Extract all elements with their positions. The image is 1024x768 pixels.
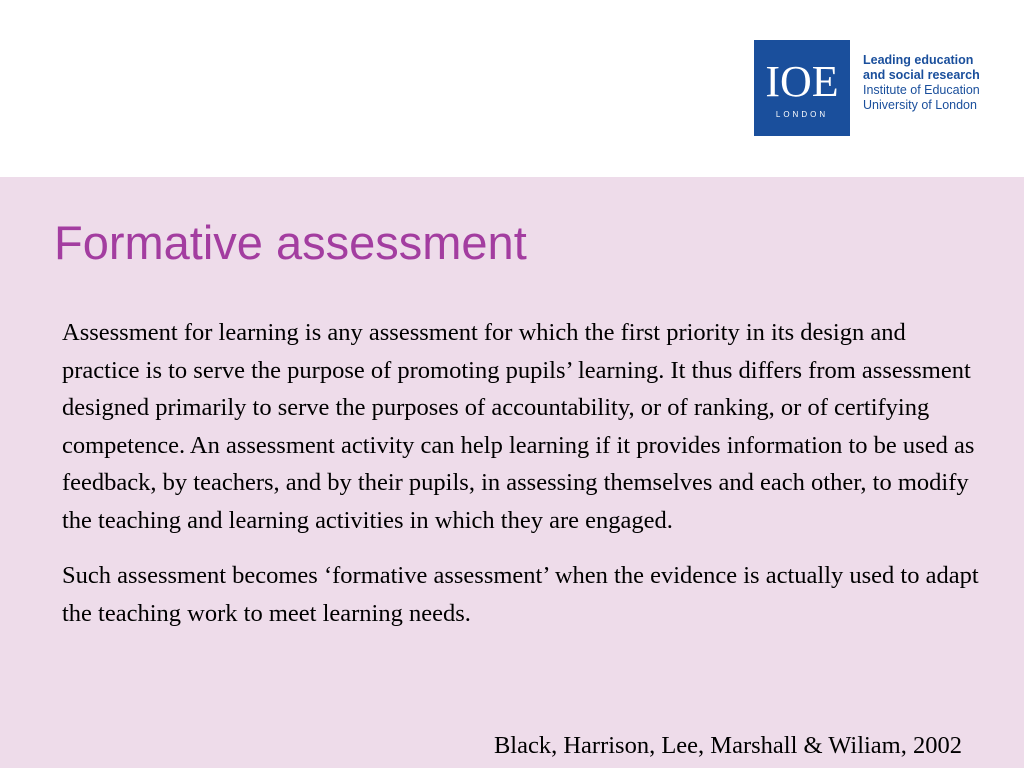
ioe-logo-mark — [754, 40, 850, 136]
logo-institution-line2: University of London — [863, 98, 977, 112]
slide-header — [0, 0, 1024, 177]
logo-tagline-line2: and social research — [863, 68, 980, 82]
logo-mark-text: IOE — [765, 57, 839, 106]
slide-title: Formative assessment — [54, 216, 527, 269]
logo-wordmark — [863, 53, 980, 113]
logo-tagline-line1: Leading education — [863, 53, 974, 67]
logo-mark-subtext: LONDON — [775, 110, 829, 119]
body-paragraph: Such assessment becomes ‘formative assessment’ when the evidence is actually used to adapt the teaching work to meet learning needs. — [62, 562, 979, 627]
logo-institution-line1: Institute of Education — [863, 83, 980, 97]
citation: Black, Harrison, Lee, Marshall & Wiliam, 2002 — [493, 732, 962, 759]
ioe-logo — [754, 40, 850, 136]
slide-body — [62, 314, 982, 650]
body-paragraph: Assessment for learning is any assessment for which the first priority in its design and practice is to serve the purpose of promoting pupils’ learning. It thus differs from assessment designed primarily to serve the purposes of accountability, or of ranking, or of certifying competence. An assessment activity can help learning if it provides information to be used as feedback, by teachers, and by their pupils, in assessing themselves and each other, to modify the teaching and learning activities in which they are engaged. — [62, 319, 975, 534]
